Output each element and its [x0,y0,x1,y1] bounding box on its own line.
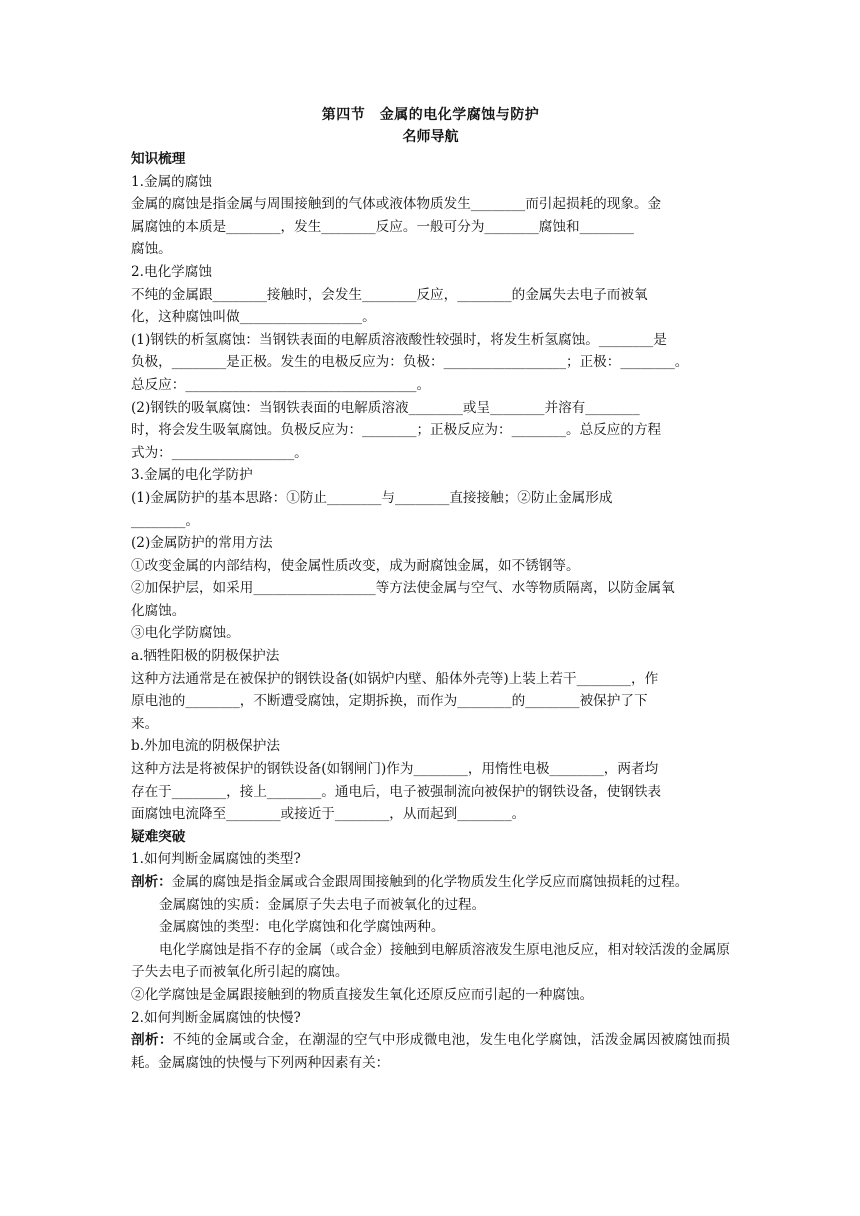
question-2: 2.如何判断金属腐蚀的快慢? [131,1009,301,1026]
text-line: ③电化学防腐蚀。 [131,625,240,642]
paragraph: ②化学腐蚀是金属跟接触到的物质直接发生氧化还原反应而引起的一种腐蚀。 [131,986,594,1003]
text-line: 2.电化学腐蚀 [131,263,212,280]
text-line: 来。 [131,715,159,732]
text-line: 这种方法是将被保护的钢铁设备(如钢闸门)作为________，用惰性电极________，两者均 [131,761,659,778]
text-line: 腐蚀。 [131,241,172,258]
paragraph: 电化学腐蚀是指不存的金属（或合金）接触到电解质溶液发生原电池反应，相对较活泼的金属原子失去电子而被氧化所引起的腐蚀。 [131,941,730,981]
text-line: 面腐蚀电流降至________或接近于________，从而起到________。 [131,806,526,823]
analysis-text: 金属的腐蚀是指金属或合金跟周围接触到的化学物质发生化学反应而腐蚀损耗的过程。 [171,874,689,890]
text-line: 1.金属的腐蚀 [131,173,212,190]
text-line: 3.金属的电化学防护 [131,467,253,484]
text-line: 化，这种腐蚀叫做__________________。 [131,309,376,326]
text-line: 原电池的________，不断遭受腐蚀，定期拆换，而作为________的________被保护了下 [131,693,648,710]
text-line: (1)金属防护的基本思路：①防止________与________直接接触；②防止金属形成 [131,489,613,506]
knowledge-lines [131,171,730,826]
text-line: 这种方法通常是在被保护的钢铁设备(如锅炉内壁、船体外壳等)上装上若干________，作 [131,670,659,687]
text-line: 存在于________，接上________。通电后，电子被强制流向被保护的钢铁设备，使钢铁表 [131,783,662,800]
text-line: 不纯的金属跟________接触时，会发生________反应，________的金属失去电子而被氧 [131,286,648,303]
paragraph: 金属腐蚀的类型：电化学腐蚀和化学腐蚀两种。 [159,919,445,936]
text-line: (2)金属防护的常用方法 [131,535,273,552]
text-line: 属腐蚀的本质是________，发生________反应。一般可分为________腐蚀和________ [131,218,634,235]
text-line: 负极，________是正极。发生的电极反应为：负极：__________________；正极：________。 [131,354,689,371]
analysis-text: 不纯的金属或合金，在潮湿的空气中形成微电池，发生电化学腐蚀，活泼金属因被腐蚀而损耗。金属腐蚀的快慢与下列两种因素有关： [131,1032,731,1071]
section-heading-knowledge: 知识梳理 [131,151,186,167]
text-line: ________。 [131,512,199,529]
text-line: b.外加电流的阴极保护法 [131,738,280,755]
text-line: 化腐蚀。 [131,602,186,619]
text-line: 金属的腐蚀是指金属与周围接触到的气体或液体物质发生________而引起损耗的现象。金 [131,196,662,213]
section-heading-difficulties: 疑难突破 [131,828,186,845]
text-line: ①改变金属的内部结构，使金属性质改变，成为耐腐蚀金属，如不锈钢等。 [131,557,580,574]
text-line: (2)钢铁的吸氧腐蚀：当钢铁表面的电解质溶液________或呈________并溶有________ [131,399,640,416]
analysis-1 [131,871,730,894]
page-subtitle: 名师导航 [402,129,459,145]
analysis-2 [131,1029,730,1074]
question-1: 1.如何判断金属腐蚀的类型? [131,851,301,868]
text-line: ②加保护层，如采用__________________等方法使金属与空气、水等物质隔离，以防金属氧 [131,580,675,597]
analysis-label: 剖析： [131,874,172,890]
text-line: 式为：__________________。 [131,444,308,461]
text-line: 时，将会发生吸氧腐蚀。负极反应为：________；正极反应为：________。总反应的方程 [131,422,662,439]
text-line: a.牺牲阳极的阴极保护法 [131,648,280,665]
text-line: 总反应：__________________________________。 [131,376,431,393]
paragraph: 金属腐蚀的实质：金属原子失去电子而被氧化的过程。 [159,896,486,913]
text-line: (1)钢铁的析氢腐蚀：当钢铁表面的电解质溶液酸性较强时，将发生析氢腐蚀。________是 [131,331,667,348]
page-title: 第四节 金属的电化学腐蚀与防护 [321,107,540,123]
document-page [131,104,730,1074]
analysis-label: 剖析： [131,1032,173,1049]
